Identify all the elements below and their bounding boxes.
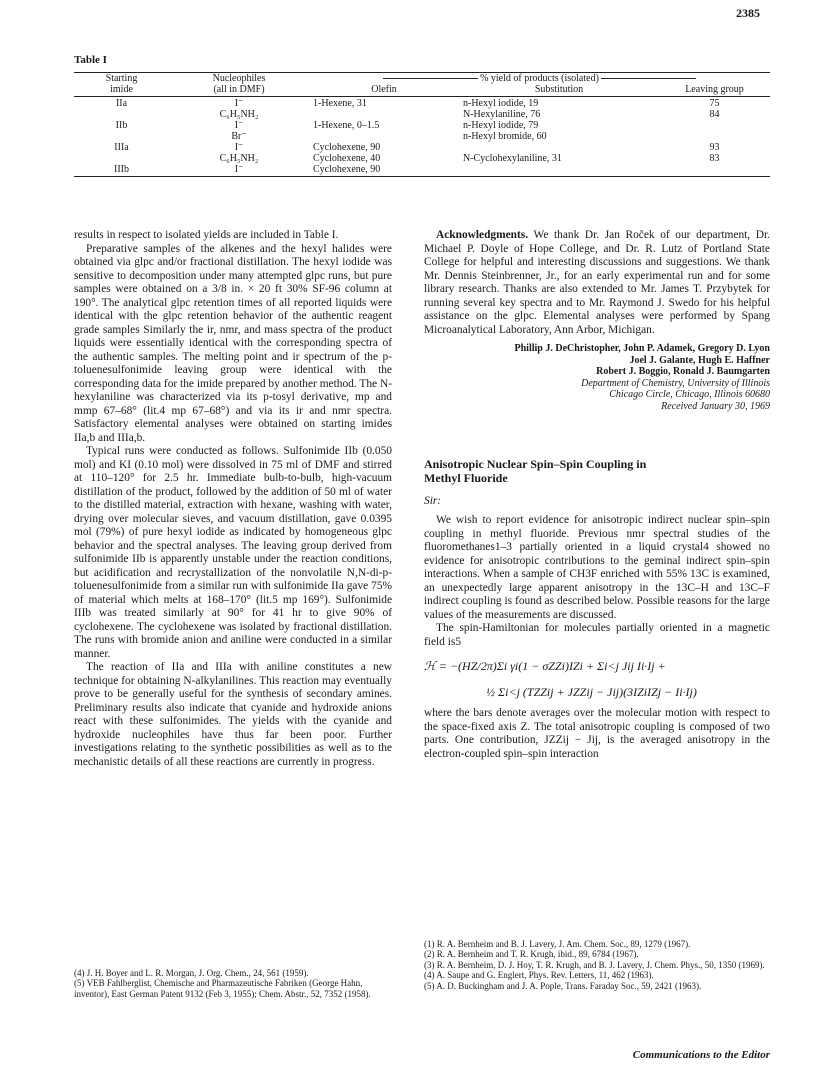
table-cell: C₆H₅NH₂ xyxy=(219,153,259,164)
table-cell: 93 xyxy=(709,142,720,153)
right-paragraph-2: The spin-Hamiltonian for molecules partially oriented in a magnetic field is5 xyxy=(424,622,770,648)
authors-line-2: Joel J. Galante, Hugh E. Haffner xyxy=(629,354,770,366)
article-title-line-1: Anisotropic Nuclear Spin–Spin Coupling in xyxy=(424,456,647,471)
header-olefin: Olefin xyxy=(371,84,397,95)
table-1 xyxy=(74,72,770,177)
right-paragraph-3: where the bars denote averages over the molecular motion with respect to the space-fixed axis Z. The total anisotropic coupling is composed of two parts. One contribution, JZZij − Jij, is the averaged anisotropy in the electron-coupled spin–spin interaction xyxy=(424,707,770,760)
table-row xyxy=(74,98,770,109)
table-header-row-1 xyxy=(74,73,770,84)
left-paragraph-1: results in respect to isolated yields are included in Table I. xyxy=(74,229,339,241)
affiliation-line-1: Department of Chemistry, University of Illinois xyxy=(581,377,770,389)
equation-line-1: ℋ = −(HZ/2π)Σi γi(1 − σZZi)IZi + Σi<j Jij Ii·Ij + xyxy=(424,659,666,674)
received-date: Received January 30, 1969 xyxy=(661,400,770,412)
table-cell: I⁻ xyxy=(234,142,244,153)
table-caption: Table I xyxy=(74,54,107,66)
table-cell: N-Hexylaniline, 76 xyxy=(463,109,541,120)
table-header-row-2 xyxy=(74,84,770,95)
right-footnote-1: (1) R. A. Bernheim and B. J. Lavery, J. Am. Chem. Soc., 89, 1279 (1967). xyxy=(424,939,691,949)
table-cell xyxy=(74,109,169,120)
table-cell: 1-Hexene, 0–1.5 xyxy=(313,120,380,131)
table-cell: IIb xyxy=(115,120,128,131)
left-footnote-5: (5) VEB Fahlberglist, Chemische and Pharmazeutische Fabriken (George Hahn, inventor), East German Patent 9132 (Feb 3, 1955); Chem. Abstr., 52, 7352 (1958). xyxy=(74,978,371,999)
article-title xyxy=(424,457,770,485)
table-row xyxy=(74,164,770,175)
table-cell: 1-Hexene, 31 xyxy=(313,98,367,109)
left-column xyxy=(74,229,392,769)
header-starting: Starting xyxy=(105,73,138,84)
right-footnote-3: (3) R. A. Bernheim, D. J. Hoy, T. R. Krugh, and B. J. Lavery, J. Chem. Phys., 50, 1350 (1969). xyxy=(424,959,765,970)
table-cell: IIIb xyxy=(114,164,129,175)
left-paragraph-2: Preparative samples of the alkenes and the hexyl halides were obtained via glpc and/or fractional distillation. The hexyl iodide was sensitive to decomposition under many attempted glpc runs, but pure samples were obtained on a 3/8 in. × 20 ft 30% SF-96 column at 190°. The analytical glpc retention times of all reported liquids were identical with the glpc retention behavior of the authentic reagent grade samples Similarly the ir, nmr, and mass spectra of the product liquids were essentially identical with the corresponding spectra of the authentic samples. The melting point and ir spectrum of the p-toluenesulfonimide leaving group were identical with the corresponding data for the imide prepared by another method. The N-hexylaniline was characterized via its p-tosyl derivative, mp and mmp 67–68° (lit.4 mp 67–68°) and via its ir and nmr spectra. Satisfactory elemental analyses were obtained on starting imides IIa,b and IIIa,b. xyxy=(74,242,392,444)
table-row xyxy=(74,109,770,120)
table-row xyxy=(74,153,770,164)
page-number: 2385 xyxy=(736,6,760,20)
header-in-dmf: (all in DMF) xyxy=(213,84,265,95)
header-nucleophiles: Nucleophiles xyxy=(212,73,266,84)
table-cell: Cyclohexene, 90 xyxy=(313,164,381,175)
table-cell: n-Hexyl iodide, 79 xyxy=(463,120,539,131)
table-cell: C₆H₅NH₂ xyxy=(219,109,259,120)
table-cell: I⁻ xyxy=(234,164,244,175)
table-cell xyxy=(659,131,770,142)
header-group-label: % yield of products (isolated) xyxy=(480,73,599,84)
header-leaving-group: Leaving group xyxy=(685,84,744,95)
right-footnote-5: (5) A. D. Buckingham and J. A. Pople, Trans. Faraday Soc., 59, 2421 (1963). xyxy=(424,980,702,991)
authors-line-3: Robert J. Boggio, Ronald J. Baumgarten xyxy=(596,366,770,378)
table-cell: I⁻ xyxy=(234,120,244,131)
table-cell xyxy=(459,164,659,175)
ack-heading: Acknowledgments. xyxy=(436,229,529,241)
article-title-line-2: Methyl Fluoride xyxy=(424,470,508,485)
table-cell xyxy=(309,109,459,120)
acknowledgments xyxy=(424,229,770,337)
table-cell: 75 xyxy=(709,98,720,109)
table-cell: 83 xyxy=(709,153,720,164)
header-group xyxy=(309,73,770,84)
table-cell: IIIa xyxy=(114,142,129,153)
equation-line-2: ½ Σi<j (TZZij + JZZij − Jij)(3IZiIZj − Ii·Ij) xyxy=(486,685,697,700)
table-cell: n-Hexyl bromide, 60 xyxy=(463,131,547,142)
table-row xyxy=(74,131,770,142)
salutation: Sir: xyxy=(424,494,442,507)
table-cell xyxy=(74,153,169,164)
left-footnote-4: (4) J. H. Boyer and L. R. Morgan, J. Org. Chem., 24, 561 (1959). xyxy=(74,968,309,978)
table-cell: Cyclohexene, 40 xyxy=(313,153,381,164)
table-cell xyxy=(309,131,459,142)
right-footnote-2: (2) R. A. Bernheim and T. R. Krugh, ibid., 89, 6784 (1967). xyxy=(424,949,639,960)
table-cell: I⁻ xyxy=(234,98,244,109)
header-imide: imide xyxy=(110,84,133,95)
affiliation-line-2: Chicago Circle, Chicago, Illinois 60680 xyxy=(609,389,770,401)
table-cell: N-Cyclohexylaniline, 31 xyxy=(463,153,562,164)
table-cell: IIa xyxy=(115,98,128,109)
right-column xyxy=(424,229,770,761)
left-footnotes xyxy=(74,968,392,999)
authors xyxy=(424,343,770,378)
authors-line-1: Phillip J. DeChristopher, John P. Adamek, Gregory D. Lyon xyxy=(514,343,770,354)
left-paragraph-3: Typical runs were conducted as follows. Sulfonimide IIb (0.050 mol) and KI (0.10 mol) were dissolved in 75 ml of DMF and stirred at 110–120° for 2.5 hr. Immediate bulb-to-bulb, high-vacuum distillation of the product, followed by the addition of 50 ml of water to the distilled material, extraction with hexane, washing with water, drying over molecular sieves, and vacuum distillation, gave 0.0395 mol (79%) of pure hexyl iodide as indicated by homogeneous glpc behavior and the spectral analyses. The leaving group derived from sulfonimide IIb is apparently unstable under the reaction conditions, but acidification and recrystallization of the nonvolatile N,N-di-p-toluenesulfonimide from a similar run with sulfonimide IIa gave 75% of material which melts at 168–170° (lit.5 mp 169°). Sulfonimide IIIb was treated similarly at 90° for 41 hr to give 90% of cyclohexene. The cyclohexene was isolated by fractional distillation. The runs with bromide anion and aniline were conducted in a similar manner. xyxy=(74,445,392,660)
table-cell xyxy=(659,164,770,175)
ack-body: We thank Dr. Jan Roček of our department, Dr. Michael P. Doyle of Hope College, and Dr. R. Lutz of Portland State College for helpful and interesting discussions and suggestions. We thank Mr. Dennis Steinbrenner, Jr., for an early experimental run and for some library research. Thanks are also extended to Mr. James T. Przybytek for running several key spectra and to Mr. Raymond J. Swedo for his helpful assistance on the glpc. Elemental analyses were performed by Spang Microanalytical Laboratory, Ann Arbor, Michigan. xyxy=(424,229,770,336)
right-footnotes xyxy=(424,939,770,991)
table-cell: n-Hexyl iodide, 19 xyxy=(463,98,539,109)
table-row xyxy=(74,142,770,153)
table-cell xyxy=(74,131,169,142)
table-row xyxy=(74,120,770,131)
right-footnote-4: (4) A. Saupe and G. Englert, Phys. Rev. Letters, 11, 462 (1963). xyxy=(424,970,654,981)
header-substitution: Substitution xyxy=(534,84,584,95)
right-paragraph-1: We wish to report evidence for anisotropic indirect nuclear spin–spin coupling in methyl fluoride. Previous nmr spectral studies of the fluoromethanes1–3 partially oriented in a liquid crystal4 showed no evidence for anisotropic contributions to the geminal indirect spin–spin interactions. When a sample of CH3F enriched with 55% 13C is examined, an unexpectedly large apparent anisotropy in the 13C–H and 13C–F indirect coupling is found as described below. Possible reasons for the large values of the measurements are discussed. xyxy=(424,514,770,621)
footer-label: Communications to the Editor xyxy=(632,1049,770,1061)
table-cell: 84 xyxy=(709,109,720,120)
table-body xyxy=(74,98,770,175)
table-cell xyxy=(459,142,659,153)
table-cell: Cyclohexene, 90 xyxy=(313,142,381,153)
table-cell xyxy=(659,120,770,131)
left-paragraph-4: The reaction of IIa and IIIa with aniline constitutes a new technique for obtaining N-alkylanilines. This reaction may eventually prove to be generally useful for the synthesis of secondary amines. Preliminary results also indicate that cyanide and hydroxide anions react with these sulfonimides. The yields with the cyanide and hydroxide nucleophiles have thus far been poor. Further investigations relating to the synthetic possibilities as well as to the mechanistic details of all these reactions are currently in progress. xyxy=(74,661,392,768)
affiliation xyxy=(424,378,770,413)
results-table xyxy=(74,73,770,177)
table-cell: Br⁻ xyxy=(231,131,247,142)
